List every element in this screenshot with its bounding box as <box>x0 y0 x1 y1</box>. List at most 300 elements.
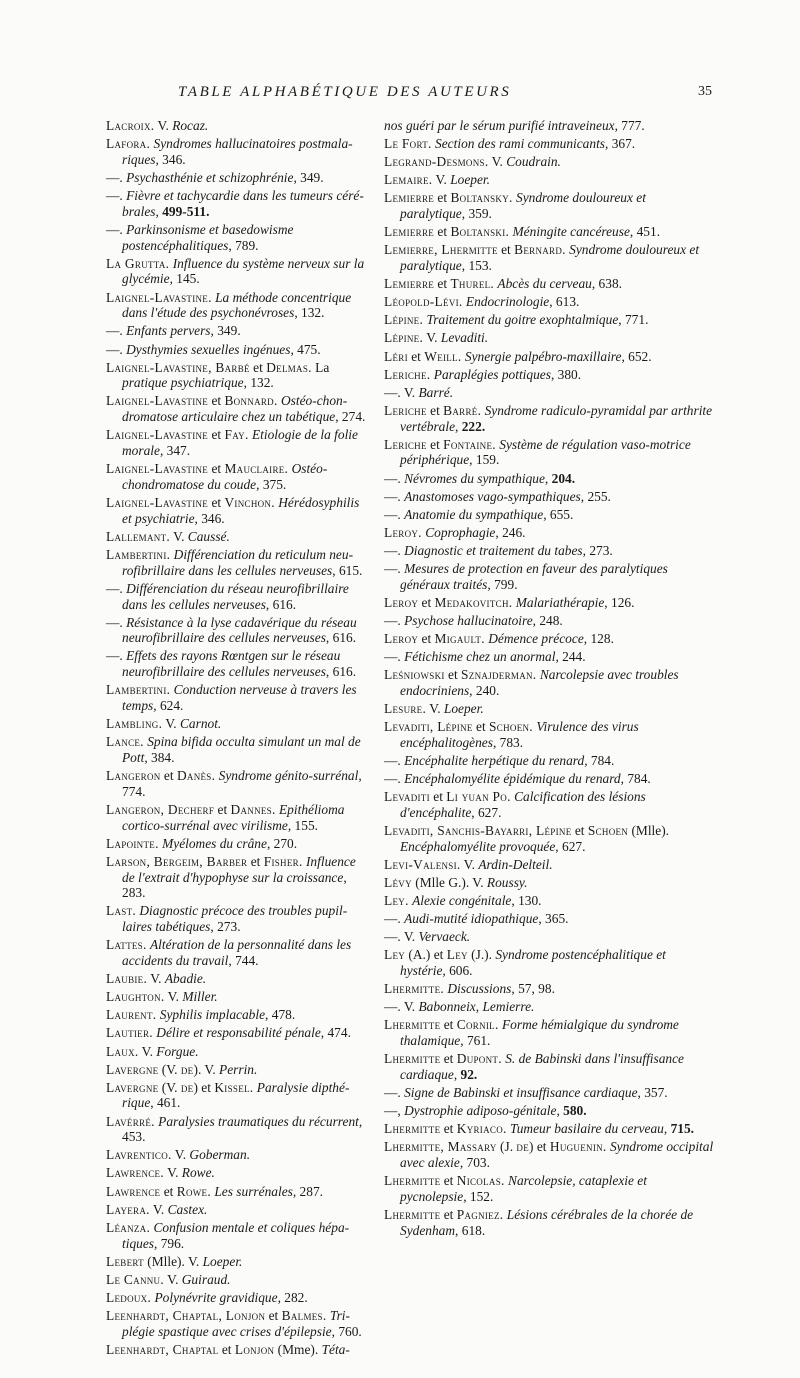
index-entry <box>384 947 714 979</box>
article-title: Guiraud. <box>181 1271 231 1287</box>
entry-text: (V. <box>158 1061 181 1077</box>
entry-text: , 474. <box>320 1025 351 1041</box>
entry-text: , 349. <box>210 323 241 339</box>
index-entry <box>106 836 368 852</box>
author-name: Boltanski. <box>450 224 510 240</box>
entry-text: V. <box>460 856 479 872</box>
page-number: 35 <box>698 84 712 99</box>
author-name: Larson, Bergeim, Barber <box>106 853 248 869</box>
entry-text: et <box>440 1207 457 1222</box>
article-title: Levaditi. <box>440 330 489 346</box>
index-entry <box>384 349 714 365</box>
index-entry <box>384 701 714 717</box>
index-entry <box>384 649 714 665</box>
article-title: Loeper. <box>450 172 490 188</box>
author-name: Lhermitte <box>384 1121 441 1137</box>
entry-text: , 616. <box>265 596 297 612</box>
author-name: Fontaine. <box>443 436 496 452</box>
author-name: Kissel. <box>214 1079 254 1095</box>
index-entry <box>106 989 368 1005</box>
index-entry <box>384 1103 714 1119</box>
entry-text: V. <box>154 118 173 133</box>
article-title: Perrin. <box>219 1061 258 1077</box>
article-title: Effets des rayons Rœntgen sur le réseau neurofibrillaire des cellules nerveuses <box>122 648 341 680</box>
author-name: Léanza. <box>106 1219 151 1235</box>
entry-text: V. <box>162 716 180 732</box>
article-title: Synergie palpébro-maxillaire <box>464 348 622 364</box>
article-title: Epithélioma cortico-surrénal avec virilisme <box>122 801 345 833</box>
index-entry <box>384 631 714 647</box>
index-entry <box>106 937 368 969</box>
article-title: Discussions <box>447 981 512 997</box>
author-name: Leenhardt, Chaptal <box>106 1341 219 1357</box>
author-name: Lavergne <box>106 1079 159 1095</box>
article-title: Alexie congénitale <box>412 893 512 909</box>
article-title: Diagnostic précoce des troubles pupillaires tabétiques <box>122 903 348 935</box>
entry-text: —. V. <box>384 999 419 1015</box>
article-title: Encéphalomyélite provoquée <box>400 838 556 854</box>
author-name: Huguenin. <box>549 1139 607 1155</box>
entry-text: ). V. <box>193 1061 220 1077</box>
index-entry <box>106 188 368 220</box>
article-title: Coprophagie <box>425 524 496 540</box>
entry-text: V. <box>164 1271 182 1287</box>
article-title: Coudrain. <box>506 154 561 170</box>
index-entry <box>384 543 714 559</box>
entry-text: (Mlle). <box>628 823 670 838</box>
entry-text: , 627. <box>471 804 502 820</box>
entry-text: , 346. <box>155 151 186 167</box>
entry-text: , 246. <box>495 524 526 540</box>
entry-text: et <box>208 427 225 443</box>
entry-text: et <box>208 494 225 510</box>
article-title: Triplégie spastique avec crises d'épilepsie <box>122 1307 350 1339</box>
entry-text: et <box>160 1183 177 1199</box>
entry-text: , <box>556 1103 564 1119</box>
index-entry <box>106 323 368 339</box>
author-name: Schoen <box>587 823 629 838</box>
entry-text: et <box>429 789 447 805</box>
entry-text: et <box>265 1307 282 1323</box>
author-name: Lattes. <box>106 937 147 953</box>
index-entry <box>106 768 368 800</box>
entry-text: , 771. <box>618 312 649 328</box>
author-name: de <box>180 1079 194 1095</box>
article-title: Malariathérapie <box>515 594 605 610</box>
article-title: Méningite cancéreuse <box>512 224 630 240</box>
author-name: Mauclaire. <box>224 461 289 477</box>
index-entry <box>106 1202 368 1218</box>
author-name: Leriche <box>384 402 427 418</box>
entry-text: , 274. <box>335 409 366 425</box>
index-entry <box>384 136 714 152</box>
entry-text: , 606. <box>442 963 473 979</box>
author-name: Danès. <box>176 768 216 784</box>
entry-text: et <box>247 853 264 869</box>
author-name: Lambertini. <box>106 546 171 562</box>
index-entry <box>106 648 368 680</box>
article-title: Altération de la personnalité dans les accidents du travail <box>122 937 352 969</box>
entry-text: , <box>453 1066 461 1082</box>
right-column <box>384 118 714 1241</box>
article-title: Abcès du cerveau <box>497 276 592 292</box>
entry-text: , 346. <box>194 510 225 526</box>
index-entry <box>384 981 714 997</box>
entry-text: (J. <box>496 1139 517 1155</box>
index-entry <box>106 716 368 732</box>
article-title: Différenciation du réseau neurofibrillaire dans les cellules nerveuses <box>122 580 349 612</box>
entry-text: —. <box>384 771 405 787</box>
author-name: Lonjon <box>234 1341 275 1357</box>
index-entry <box>106 615 368 647</box>
entry-text: et <box>160 768 177 784</box>
entry-text: (V. <box>158 1079 181 1095</box>
entry-text: —. <box>106 341 127 357</box>
author-name: Lacroix. <box>106 118 155 133</box>
entry-text: 499-511. <box>162 203 210 219</box>
entry-text: , 796. <box>154 1235 185 1251</box>
author-name: Lemierre <box>384 224 435 240</box>
article-title: Syndrome génito-surrénal <box>218 768 359 784</box>
entry-text: , 789. <box>228 237 259 253</box>
entry-text: V. <box>423 330 441 346</box>
article-title: Loeper. <box>443 701 484 717</box>
author-name: Dannes. <box>230 801 276 817</box>
entry-text: et <box>407 348 425 364</box>
index-entry <box>384 1085 714 1101</box>
article-title: Syndrome radiculo-pyramidal par arthrite vertébrale <box>400 402 713 434</box>
index-entry <box>106 360 368 392</box>
entry-text: , 349. <box>293 169 324 185</box>
index-entry <box>384 1207 714 1239</box>
article-title: Paralysies traumatiques du récurrent <box>158 1113 359 1129</box>
author-name: Lévy <box>384 874 412 890</box>
entry-text: , 130. <box>511 893 542 909</box>
index-entry <box>106 1165 368 1181</box>
article-title: Fièvre et tachycardie dans les tumeurs cérébrales <box>122 188 364 219</box>
index-entry <box>384 471 714 487</box>
article-title: Fétichisme chez un anormal <box>404 649 556 665</box>
entry-text: , 152. <box>463 1188 494 1204</box>
author-name: Lhermitte <box>384 1017 441 1033</box>
article-title: Influence de l'extrait d'hypophyse sur la croissance <box>122 853 356 885</box>
entry-text: et <box>571 823 588 838</box>
article-title: Ostéo-chondromatose articulaire chez un tabétique <box>122 393 348 425</box>
article-title: Influence du système nerveux sur la glycémie <box>122 255 365 287</box>
article-title: Psychasthénie et schizophrénie <box>126 169 294 185</box>
index-entry <box>106 1025 368 1041</box>
index-entry <box>384 999 714 1015</box>
article-title: Signe de Babinski et insuffisance cardiaque <box>404 1085 638 1101</box>
entry-text: et <box>426 436 444 452</box>
article-title: Narcolepsie, cataplexie et pycnolepsie <box>400 1173 647 1204</box>
article-title: Tumeur basilaire du cerveau <box>510 1121 664 1137</box>
entry-text: , 475. <box>290 341 321 357</box>
index-entry <box>384 1139 714 1171</box>
article-title: Audi-mutité idiopathique <box>404 911 539 927</box>
entry-text: —. <box>106 323 127 339</box>
article-title: La méthode concentrique dans l'étude des psychonévroses <box>122 289 352 321</box>
author-name: Ledoux. <box>106 1289 152 1305</box>
author-name: Cornil. <box>456 1017 499 1033</box>
entry-text: et <box>214 801 231 817</box>
author-name: Ley <box>446 947 468 963</box>
author-name: Laignel-Lavastine. <box>106 289 212 305</box>
entry-text: , 461. <box>150 1095 181 1111</box>
article-title: Les surrénales <box>214 1183 293 1199</box>
author-name: Lhermitte. <box>384 981 445 997</box>
entry-text: —. <box>106 188 127 204</box>
author-name: Dupont. <box>456 1051 502 1067</box>
entry-text: V. <box>170 528 188 544</box>
author-name: Laignel-Lavastine <box>106 494 209 510</box>
index-entry <box>106 256 368 288</box>
author-name: Le Cannu. <box>106 1271 165 1287</box>
author-name: Barré. <box>443 402 482 418</box>
entry-text: et <box>426 402 444 418</box>
index-entry <box>106 393 368 425</box>
entry-text: —. <box>384 488 405 504</box>
entry-text: et <box>418 594 435 610</box>
author-name: Lhermitte <box>384 1207 441 1222</box>
entry-text: , 618. <box>455 1222 486 1238</box>
author-name: Lavergne <box>106 1061 159 1077</box>
entry-text: , 145. <box>169 271 200 287</box>
index-entry <box>106 1007 368 1023</box>
author-name: Lawrence. <box>106 1165 165 1181</box>
author-name: Lépine. <box>384 330 424 346</box>
author-name: Lemaire. <box>384 172 433 188</box>
entry-text: 580. <box>563 1103 587 1119</box>
author-name: Schoen. <box>489 719 533 735</box>
article-title: Dystrophie adiposo-génitale <box>404 1103 557 1119</box>
index-entry <box>384 753 714 769</box>
article-title: Conduction nerveuse à travers les temps <box>122 682 357 714</box>
article-title: pratique psychiatrique <box>122 375 244 391</box>
author-name: Lhermitte, Massary <box>384 1139 497 1155</box>
entry-text: et <box>434 224 451 240</box>
author-name: La Grutta. <box>106 255 170 271</box>
article-title: Névromes du sympathique <box>404 470 545 486</box>
entry-text: , 453. <box>122 1113 363 1145</box>
article-title: Ardin-Delteil. <box>478 856 553 872</box>
index-entry <box>384 224 714 240</box>
author-name: Sznajderman. <box>461 667 537 683</box>
author-name: Lemierre <box>384 276 435 292</box>
article-title: Syndrome douloureux et paralytique <box>400 242 700 274</box>
article-title: Paraplégies pottiques <box>433 366 551 382</box>
author-name: Fisher. <box>263 853 303 869</box>
index-entry <box>106 495 368 527</box>
article-title: Différenciation du reticulum neurofibrillaire dans les cellules nerveuses <box>122 546 354 578</box>
entry-text: , 273. <box>210 919 241 935</box>
index-entry <box>106 971 368 987</box>
index-entry <box>106 1254 368 1270</box>
entry-text: et <box>440 1051 457 1067</box>
entry-text: —. <box>384 1085 405 1101</box>
author-name: Nicolas. <box>456 1173 505 1189</box>
index-entry <box>384 857 714 873</box>
author-name: Laurent. <box>106 1007 157 1023</box>
author-name: Laughton. <box>106 989 165 1005</box>
author-name: Laubie. <box>106 971 148 987</box>
index-entry <box>384 719 714 751</box>
author-name: Leroy. <box>384 524 422 540</box>
article-title: Vervaeck. <box>418 929 471 945</box>
author-name: Lapointe. <box>106 835 159 851</box>
author-name: Lesure. <box>384 701 427 717</box>
author-name: Laignel-Lavastine <box>106 427 209 443</box>
index-entry <box>106 1044 368 1060</box>
article-title: Téta- <box>321 1341 350 1357</box>
entry-text: , 255. <box>580 488 611 504</box>
index-entry <box>106 682 368 714</box>
author-name: Levi-Valensi. <box>384 856 461 872</box>
entry-text: , 128. <box>583 631 614 646</box>
author-name: Lemierre <box>384 190 435 206</box>
article-title: Etiologie de la folie morale <box>122 427 358 459</box>
index-entry <box>106 427 368 459</box>
entry-text: et <box>440 1017 457 1033</box>
entry-text: 715. <box>670 1121 695 1137</box>
entry-text: , 613. <box>549 294 580 310</box>
author-name: Fay. <box>224 427 249 443</box>
author-name: Lambertini. <box>106 682 171 698</box>
entry-text: , 126. <box>604 594 635 610</box>
entry-text: —. V. <box>384 384 419 400</box>
entry-text: (Mlle). V. <box>143 1253 203 1269</box>
author-name: Lavérré. <box>106 1113 155 1129</box>
author-name: Li yuan Po. <box>446 789 511 805</box>
entry-text: , 283. <box>122 869 347 901</box>
index-entry <box>106 1114 368 1146</box>
article-title: Myélomes du crâne <box>162 835 267 851</box>
entry-text: V. <box>488 154 507 170</box>
author-name: Lallemant. <box>106 528 171 544</box>
entry-text: —. <box>384 506 405 522</box>
article-title: Narcolepsie avec troubles endocriniens <box>400 667 679 698</box>
article-title: Anastomoses vago-sympathiques <box>404 488 581 504</box>
article-title: Barré. <box>418 384 454 400</box>
index-entry <box>106 854 368 901</box>
article-title: Syndrome douloureux et paralytique <box>400 190 646 222</box>
author-name: de <box>516 1139 530 1155</box>
entry-text: —. <box>106 169 127 185</box>
index-entry <box>384 929 714 945</box>
entry-text: V. <box>147 971 165 987</box>
entry-text: et <box>418 631 435 646</box>
index-entry <box>384 385 714 401</box>
author-name: Léopold-Lévi. <box>384 294 463 310</box>
author-name: Le Fort. <box>384 136 432 152</box>
entry-text: et <box>434 190 451 206</box>
entry-text: —. <box>384 911 405 927</box>
entry-text: , 367. <box>605 136 636 152</box>
entry-text: et <box>440 1173 457 1189</box>
entry-text: , 357. <box>637 1085 668 1101</box>
index-entry <box>106 461 368 493</box>
index-entry <box>384 172 714 188</box>
entry-text: , 616. <box>325 630 357 646</box>
index-entry <box>384 893 714 909</box>
author-name: Lhermitte <box>384 1051 441 1067</box>
index-entry <box>384 911 714 927</box>
entry-text: (J.). <box>467 947 496 963</box>
entry-text: , 240. <box>469 682 500 698</box>
index-entry <box>106 118 368 134</box>
entry-text: , 777. <box>614 118 645 133</box>
author-name: Leśniowski <box>384 667 445 683</box>
entry-text: —. <box>106 580 127 596</box>
index-entry <box>106 1272 368 1288</box>
article-title: Traitement du goitre exophtalmique <box>426 312 619 328</box>
index-entry <box>106 734 368 766</box>
entry-text: V. <box>426 701 444 717</box>
author-name: Levaditi <box>384 789 430 805</box>
entry-text: —. <box>106 648 127 664</box>
index-entry <box>384 561 714 593</box>
entry-text: La <box>311 359 330 375</box>
index-entry <box>106 1062 368 1078</box>
index-entry <box>384 613 714 629</box>
index-entry <box>106 547 368 579</box>
index-entry <box>384 330 714 346</box>
entry-text: —. <box>106 614 127 630</box>
entry-text: et <box>440 1121 457 1137</box>
index-entry <box>106 1290 368 1306</box>
author-name: Leroy <box>384 594 419 610</box>
entry-text: , 744. <box>228 953 259 969</box>
index-entry <box>384 789 714 821</box>
entry-text: , 244. <box>555 649 586 665</box>
entry-text: , <box>544 470 552 486</box>
entry-text: (Mme). <box>274 1341 322 1357</box>
entry-text: et <box>434 276 451 292</box>
index-entry <box>384 190 714 222</box>
article-title: Syndrome occipital avec alexie <box>400 1139 714 1171</box>
author-name: Rowe. <box>176 1183 211 1199</box>
author-name: Levaditi, Sanchis-Bayarri, Lépine <box>384 823 572 838</box>
author-name: Levaditi, Lépine <box>384 719 473 735</box>
author-name: Leriche <box>384 436 427 452</box>
entry-text: V. <box>164 1165 182 1181</box>
entry-text: , 282. <box>277 1289 308 1305</box>
entry-text: , 774. <box>122 768 362 799</box>
index-entry <box>106 136 368 168</box>
entry-text: V. <box>164 989 183 1005</box>
article-title: Psychose hallucinatoire <box>404 612 533 628</box>
entry-text: , 365. <box>538 911 569 927</box>
article-title: Encéphalite herpétique du renard <box>404 752 585 768</box>
index-entry <box>384 437 714 469</box>
entry-text: , 783. <box>492 734 524 750</box>
article-title: Mesures de protection en faveur des paralytiques généraux traités <box>400 560 668 592</box>
entry-text: (Mlle G.). V. <box>411 874 487 890</box>
index-entry <box>106 170 368 186</box>
entry-text: V. <box>138 1043 157 1059</box>
entry-text: —. <box>384 649 405 665</box>
entry-text: —. <box>384 542 405 558</box>
author-name: Kyriaco. <box>456 1121 507 1137</box>
entry-text: V. <box>149 1201 168 1217</box>
article-title: Carnot. <box>179 716 222 732</box>
index-entry <box>384 489 714 505</box>
index-entry <box>106 1308 368 1340</box>
article-title: Polynévrite gravidique <box>154 1289 278 1305</box>
index-entry <box>384 595 714 611</box>
author-name: Lambling. <box>106 716 163 732</box>
entry-text: et <box>444 667 462 683</box>
